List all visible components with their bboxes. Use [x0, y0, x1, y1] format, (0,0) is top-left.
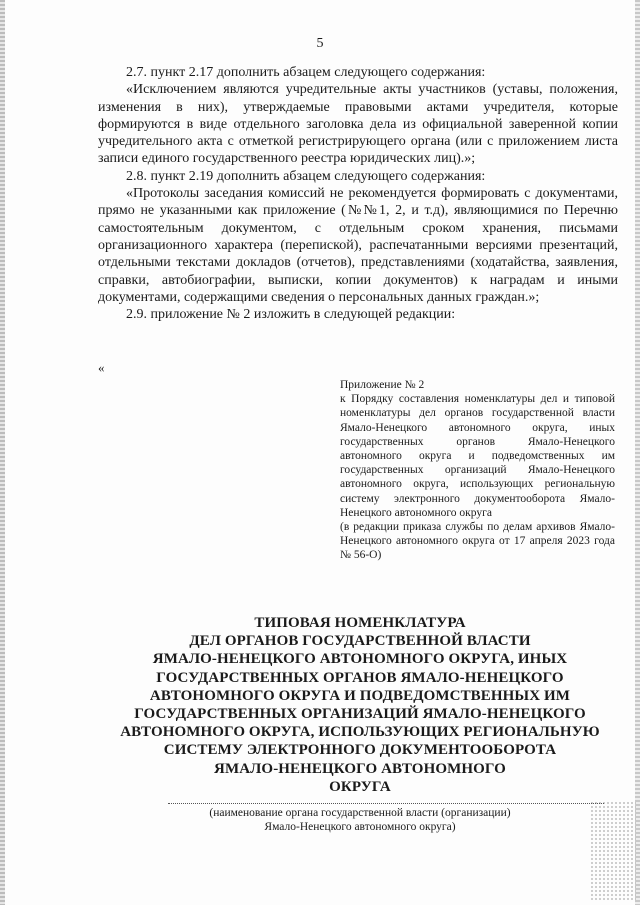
organization-caption: [100, 806, 620, 834]
paragraph: «Протоколы заседания комиссий не рекомендуется формировать с документами, прямо не указанными как приложение (№№1, 2, и т.д), являющимися по Перечню самостоятельным документом, с отдельным сроком хранения, письмами организационного характера (перепиской), распечатанными версиями презентаций, отдельными текстами докладов (отчетов), представлениями (ходатайства, заявления, справки, автобиографии, выписки, копии документов) к наградам и иными документами, содержащими сведения о персональных данных граждан.»;: [98, 186, 618, 305]
title-line: ДЕЛ ОРГАНОВ ГОСУДАРСТВЕННОЙ ВЛАСТИ: [189, 633, 531, 650]
page-number: 5: [316, 36, 324, 51]
title-line: ЯМАЛО-НЕНЕЦКОГО АВТОНОМНОГО: [214, 760, 506, 777]
organization-name-line: [168, 803, 604, 804]
title-line: АВТОНОМНОГО ОКРУГА И ПОДВЕДОМСТВЕННЫХ ИМ: [149, 687, 571, 704]
appendix-edition: (в редакции приказа службы по делам архивов Ямало-Ненецкого автономного округа от 17 апреля 2023 года № 56-О): [340, 521, 615, 562]
paragraph: 2.9. приложение № 2 изложить в следующей редакции:: [126, 307, 456, 323]
scan-edge-left: [0, 0, 5, 905]
title-line: СИСТЕМУ ЭЛЕКТРОННОГО ДОКУМЕНТООБОРОТА: [163, 742, 557, 759]
appendix-heading: Приложение № 2: [340, 379, 425, 391]
title-line: ЯМАЛО-НЕНЕЦКОГО АВТОНОМНОГО ОКРУГА, ИНЫХ: [152, 651, 568, 668]
paragraph: «Исключением являются учредительные акты участников (уставы, положения, изменения в них), утверждаемые правовыми актами учредителя, которые формируются в виде отдельного заголовка дела из официальной заверенной копии учредительного акта с отметкой регистрирующего органа (или с приложением листа записи единого государственного реестра юридических лиц).»;: [98, 82, 618, 167]
title-line: ТИПОВАЯ НОМЕНКЛАТУРА: [254, 615, 466, 631]
body-text: [98, 64, 618, 323]
title-line: ГОСУДАРСТВЕННЫХ ОРГАНОВ ЯМАЛО-НЕНЕЦКОГО: [156, 669, 564, 686]
appendix-block: [340, 378, 615, 563]
scan-edge-right: [635, 0, 640, 905]
document-title: [100, 614, 620, 796]
caption-line: (наименование органа государственной власти (организации): [209, 807, 511, 819]
appendix-reference: к Порядку составления номенклатуры дел и типовой номенклатуры дел органов государственной власти Ямало-Ненецкого автономного округа, иных государственных органов Ямало-Ненецкого автономного округа и подведомственных им государственных организаций Ямало-Ненецкого автономного округа, использующих региональную систему электронного документооборота Ямало-Ненецкого автономного округа: [340, 393, 615, 519]
caption-line: Ямало-Ненецкого автономного округа): [264, 821, 456, 834]
title-line: ОКРУГА: [329, 778, 391, 795]
title-line: ГОСУДАРСТВЕННЫХ ОРГАНИЗАЦИЙ ЯМАЛО-НЕНЕЦКОГО: [134, 706, 586, 723]
paragraph: 2.7. пункт 2.17 дополнить абзацем следующего содержания:: [126, 65, 486, 80]
paragraph: 2.8. пункт 2.19 дополнить абзацем следующего содержания:: [126, 168, 486, 184]
title-line: АВТОНОМНОГО ОКРУГА, ИСПОЛЬЗУЮЩИХ РЕГИОНАЛЬНУЮ: [120, 724, 600, 741]
quote-open-mark: «: [98, 360, 105, 375]
